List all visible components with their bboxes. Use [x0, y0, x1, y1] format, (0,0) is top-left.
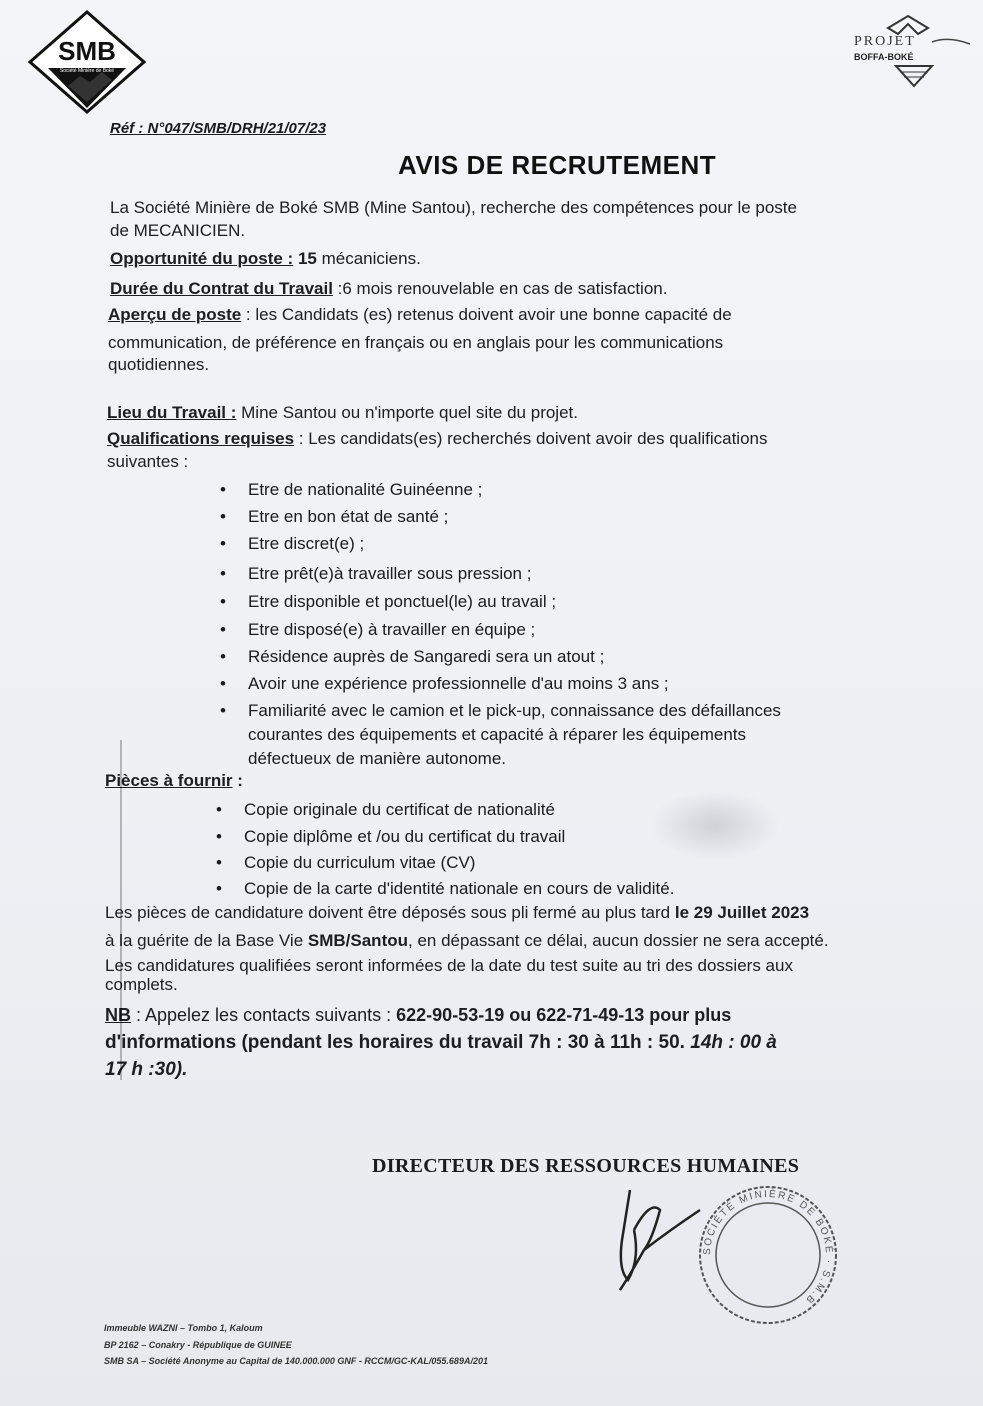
bullet-icon: • — [216, 879, 222, 898]
list-item — [220, 505, 448, 528]
list-item — [220, 645, 604, 668]
list-item-continuation: défectueux de manière autonome. — [248, 749, 507, 768]
workplace-label: Lieu du Travail : — [107, 403, 237, 422]
deposit-deadline: le 29 Juillet 2023 — [674, 903, 810, 922]
documents-label: Pièces à fournir — [105, 771, 233, 790]
qualifications-intro: : Les candidats(es) recherchés doivent avoir des qualifications — [294, 429, 768, 448]
smb-logo-text: SMB — [58, 36, 116, 66]
qualification-text: Familiarité avec le camion et le pick-up, connaissance des défaillances — [248, 701, 781, 720]
qualification-text: Etre disposé(e) à travailler en équipe ; — [248, 620, 536, 639]
document-text: Copie originale du certificat de nationalité — [244, 800, 555, 819]
project-logo-label: PROJET — [854, 34, 916, 49]
list-item — [220, 478, 482, 501]
deposit-line-3: Les candidatures qualifiées seront informées de la date du test suite au tri des dossiers aux — [105, 956, 793, 975]
qualification-text: Etre prêt(e)à travailler sous pression ; — [248, 564, 532, 583]
document-text: Copie de la carte d'identité nationale en cours de validité. — [244, 879, 675, 898]
reference-number: Réf : N°047/SMB/DRH/21/07/23 — [110, 120, 327, 137]
qualifications-label: Qualifications requises — [107, 429, 295, 448]
footer-legal: SMB SA – Société Anonyme au Capital de 140.000.000 GNF - RCCM/GC-KAL/055.689A/201 — [104, 1356, 488, 1366]
bullet-icon: • — [220, 534, 226, 553]
footer-postal: BP 2162 – Conakry - République de GUINEE — [104, 1340, 292, 1350]
bullet-icon: • — [220, 564, 226, 583]
overview-label: Aperçu de poste — [108, 305, 242, 324]
stamp-text: SOCIÉTÉ MINIÈRE DE BOKÉ · S.M.B — [701, 1188, 835, 1307]
qualification-text: Etre discret(e) ; — [248, 534, 365, 553]
smb-logo-subtitle: Société Minière de Boké — [59, 68, 115, 74]
signature-title: DIRECTEUR DES RESSOURCES HUMAINES — [372, 1155, 800, 1177]
bullet-icon: • — [220, 480, 226, 499]
list-item — [220, 618, 535, 641]
qualification-text: Avoir une expérience professionnelle d'au moins 3 ans ; — [248, 674, 669, 693]
list-item — [216, 851, 475, 874]
deposit-text-3: , en dépassant ce délai, aucun dossier ne sera accepté. — [408, 931, 829, 950]
list-item — [220, 699, 781, 722]
qualifications-line-2: suivantes : — [107, 452, 189, 471]
bullet-icon: • — [216, 853, 222, 872]
list-item — [216, 877, 674, 900]
list-item — [220, 672, 669, 695]
intro-line-2: de MECANICIEN. — [110, 221, 246, 240]
list-item — [216, 825, 565, 848]
duration-value: :6 mois renouvelable en cas de satisfaction. — [332, 279, 668, 298]
documents-heading — [105, 769, 243, 792]
duration-line — [110, 277, 667, 300]
qualification-text: Etre en bon état de santé ; — [248, 507, 449, 526]
nb-text: : Appelez les contacts suivants : — [131, 1005, 397, 1025]
deposit-text-2: à la guérite de la Base Vie — [105, 931, 308, 950]
page-title: AVIS DE RECRUTEMENT — [398, 150, 717, 180]
deposit-line-2 — [105, 929, 829, 952]
nb-line-3: 17 h :30). — [105, 1059, 188, 1080]
documents-colon: : — [232, 771, 243, 790]
bullet-icon: • — [220, 620, 226, 639]
nb-hours-2: 14h : 00 à — [684, 1032, 777, 1053]
intro-line-1: La Société Minière de Boké SMB (Mine Santou), recherche des compétences pour le poste — [110, 198, 797, 217]
paper-stain — [650, 790, 780, 860]
nb-line-1 — [105, 1004, 731, 1027]
bullet-icon: • — [220, 701, 226, 720]
paper-fold-line — [120, 740, 122, 1080]
bullet-icon: • — [216, 827, 222, 846]
bullet-icon: • — [220, 647, 226, 666]
list-item — [216, 798, 555, 821]
overview-text-1: : les Candidats (es) retenus doivent avoir une bonne capacité de — [241, 305, 732, 324]
list-item — [220, 590, 556, 613]
bullet-icon: • — [220, 507, 226, 526]
opportunity-label: Opportunité du poste : — [110, 249, 294, 268]
opportunity-value: mécaniciens. — [316, 249, 421, 268]
deposit-line-4: complets. — [105, 975, 178, 994]
qualification-text: Etre de nationalité Guinéenne ; — [248, 480, 483, 499]
document-text: Copie du curriculum vitae (CV) — [244, 853, 476, 872]
nb-label: NB — [105, 1005, 131, 1025]
overview-line-2: communication, de préférence en français ou en anglais pour les communications — [108, 333, 724, 352]
workplace-line — [107, 401, 578, 424]
nb-line-2 — [105, 1031, 777, 1054]
document-text: Copie diplôme et /ou du certificat du travail — [244, 827, 566, 846]
deposit-text-1: Les pièces de candidature doivent être déposés sous pli fermé au plus tard — [105, 903, 675, 922]
bullet-icon: • — [216, 800, 222, 819]
deposit-line-1 — [105, 901, 809, 924]
nb-phones: 622-90-53-19 ou 622-71-49-13 pour plus — [396, 1005, 732, 1025]
bullet-icon: • — [220, 592, 226, 611]
qualification-text: Etre disponible et ponctuel(le) au travail ; — [248, 592, 557, 611]
deposit-location: SMB/Santou — [307, 931, 408, 950]
smb-logo — [28, 10, 146, 114]
qualifications-line-1 — [107, 427, 767, 450]
svg-text:SOCIÉTÉ MINIÈRE DE BOKÉ · S.M. — [702, 1187, 836, 1306]
list-item — [220, 532, 364, 555]
overview-line-3: quotidiennes. — [108, 355, 210, 374]
overview-line-1 — [108, 303, 732, 326]
duration-label: Durée du Contrat du Travail — [110, 279, 333, 298]
opportunity-count: 15 — [297, 249, 317, 268]
bullet-icon: • — [220, 674, 226, 693]
opportunity-line — [110, 247, 421, 270]
workplace-value: Mine Santou ou n'importe quel site du projet. — [236, 403, 578, 422]
project-logo-sublabel: BOFFA-BOKÉ — [854, 52, 914, 62]
footer-address: Immeuble WAZNI – Tombo 1, Kaloum — [104, 1323, 263, 1333]
nb-hours-1: d'informations (pendant les horaires du travail 7h : 30 à 11h : 50. — [105, 1032, 685, 1053]
list-item — [220, 562, 531, 585]
qualification-text: Résidence auprès de Sangaredi sera un atout ; — [248, 647, 605, 666]
list-item-continuation: courantes des équipements et capacité à réparer les équipements — [248, 725, 747, 744]
company-stamp — [688, 1180, 848, 1330]
